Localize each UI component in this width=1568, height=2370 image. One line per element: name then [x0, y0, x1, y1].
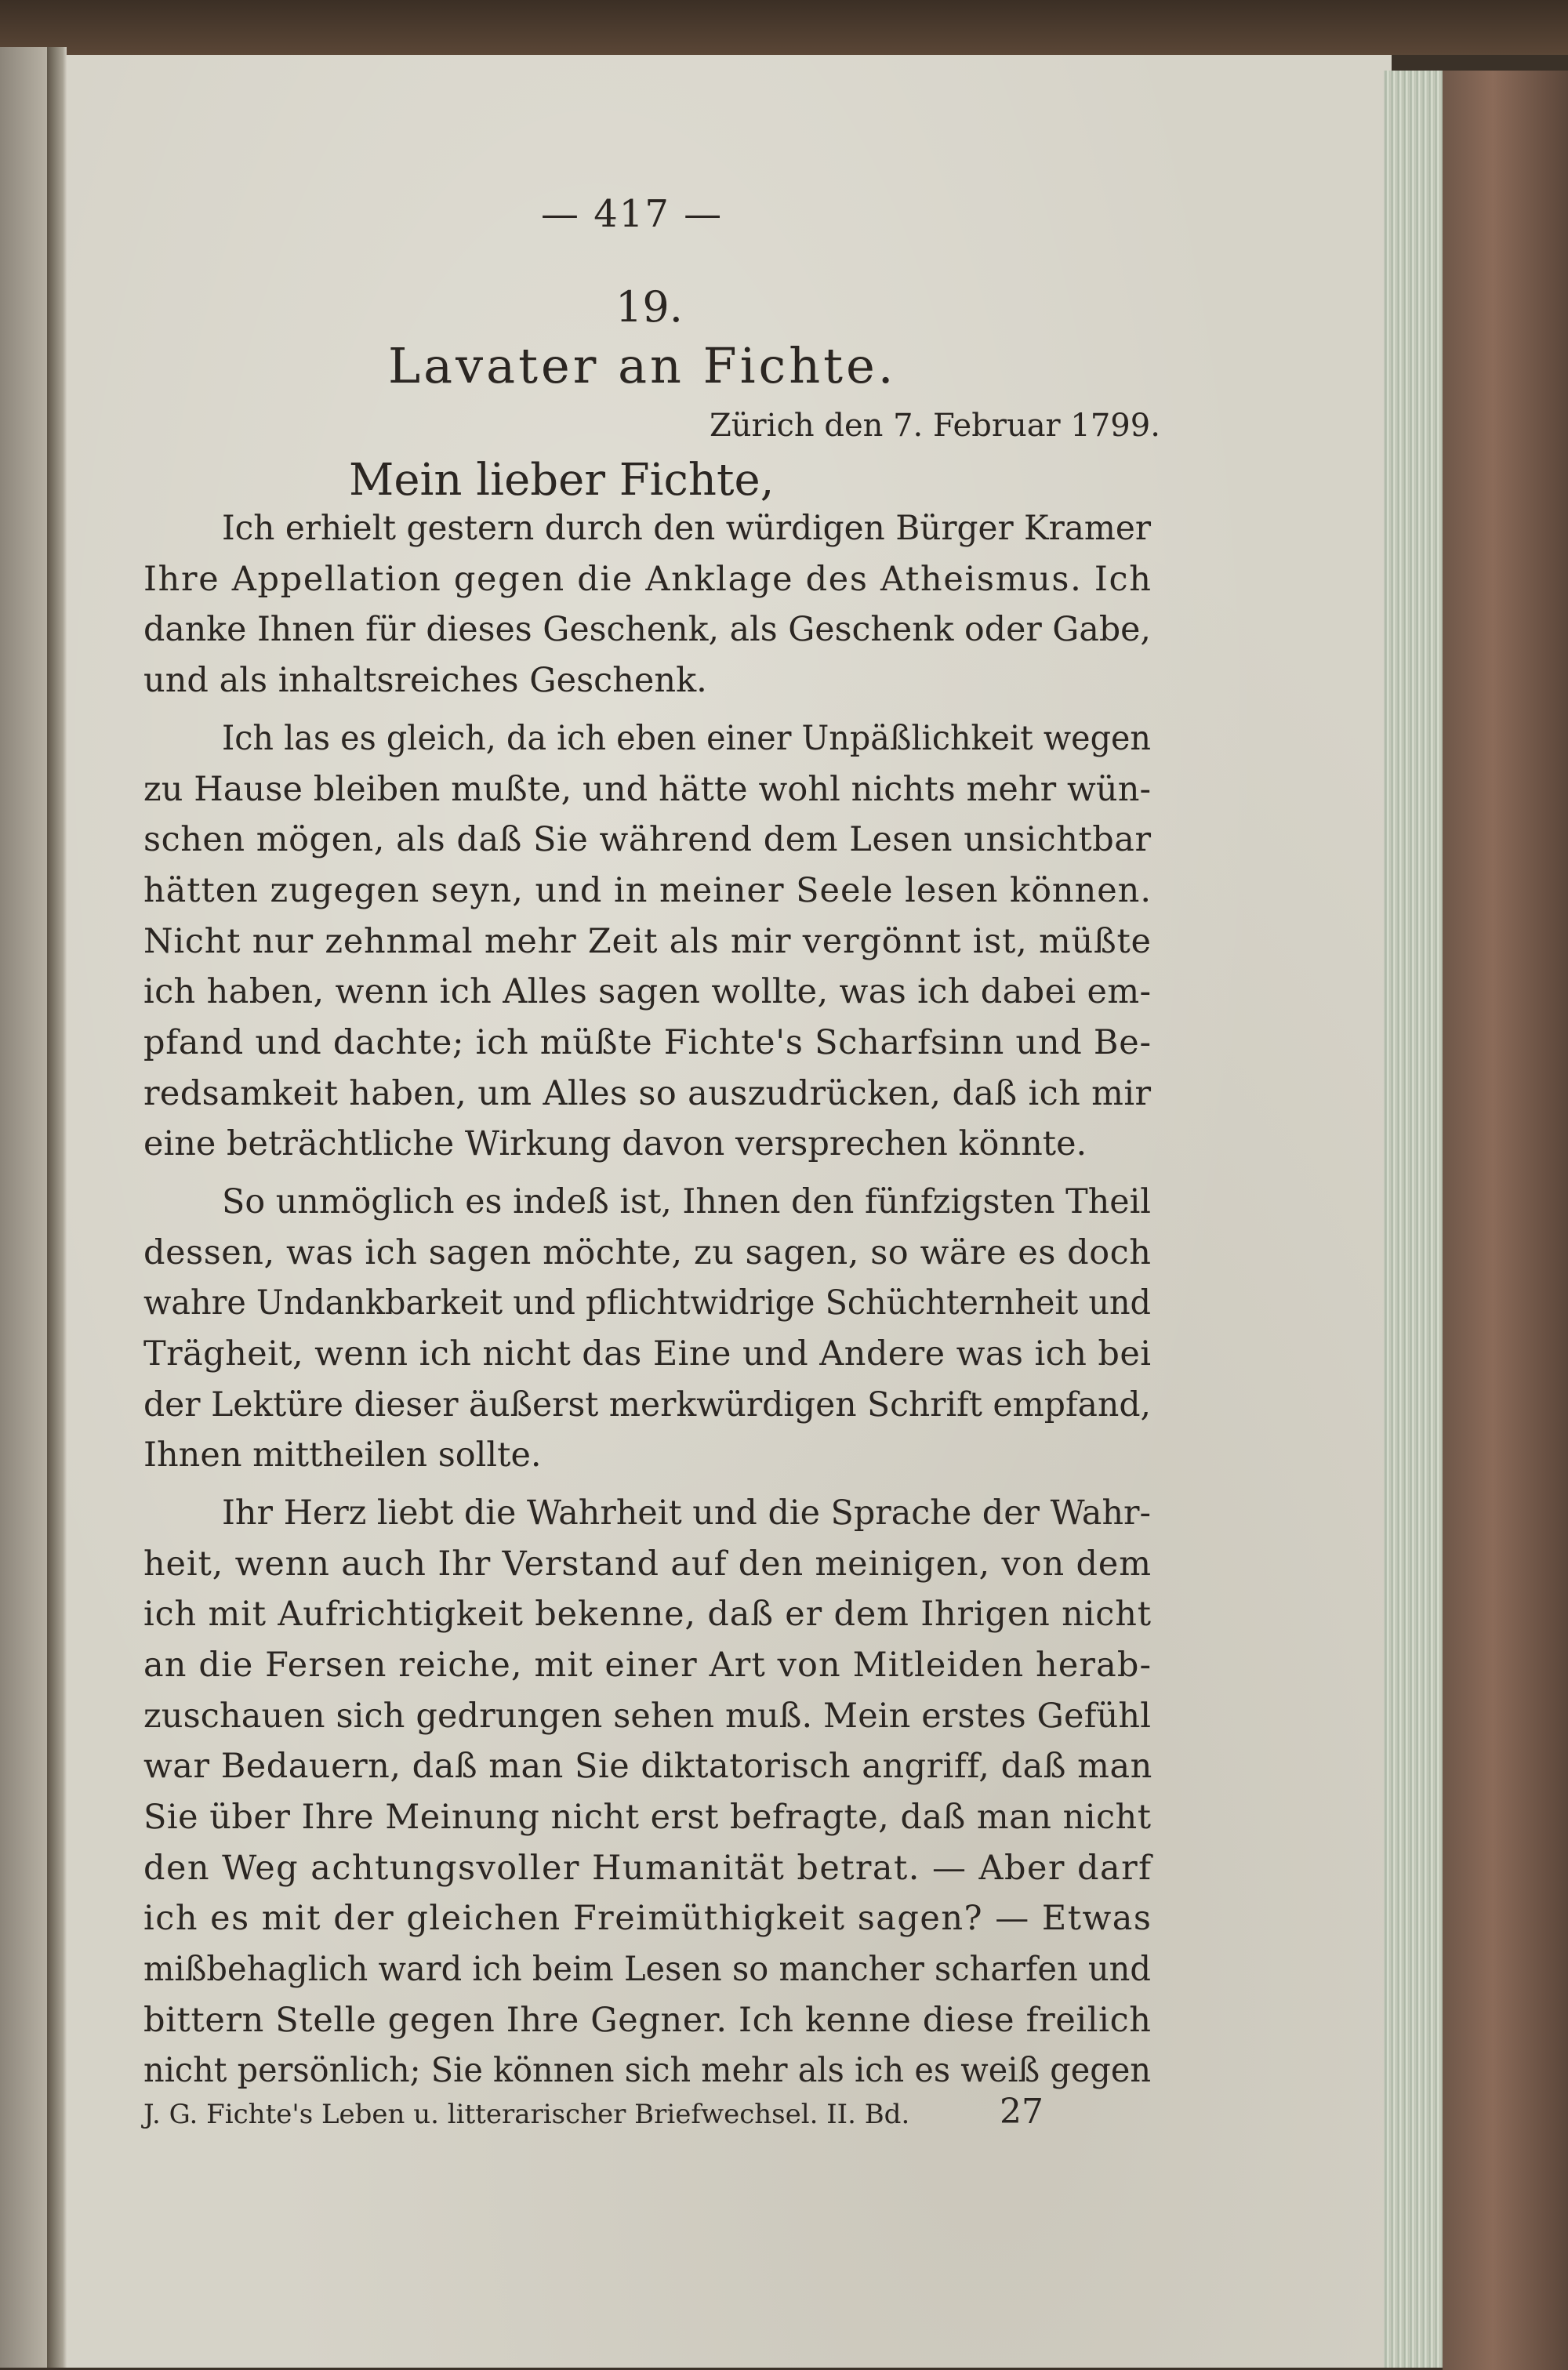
- body-line: Ihre Appellation gegen die Anklage des Atheismus. Ich: [143, 560, 1152, 599]
- body-line: bittern Stelle gegen Ihre Gegner. Ich kenne diese freilich: [143, 2001, 1152, 2040]
- book-gutter: [47, 47, 67, 2368]
- footer-sheet-number: 27: [1000, 2092, 1044, 2132]
- body-line: redsamkeit haben, um Alles so auszudrücken, daß ich mir: [143, 1074, 1152, 1113]
- body-line: danke Ihnen für dieses Geschenk, als Geschenk oder Gabe,: [143, 610, 1151, 649]
- body-line: mißbehaglich ward ich beim Lesen so mancher scharfen und: [143, 1950, 1151, 1989]
- body-line: Sie über Ihre Meinung nicht erst befragte, daß man nicht: [143, 1798, 1152, 1837]
- body-line: wahre Undankbarkeit und pflichtwidrige Schüchternheit und: [143, 1283, 1151, 1323]
- body-line: war Bedauern, daß man Sie diktatorisch angriff, daß man: [143, 1747, 1152, 1786]
- body-line: hätten zugegen seyn, und in meiner Seele lesen können.: [143, 871, 1152, 910]
- body-line: So unmöglich es indeß ist, Ihnen den fünfzigsten Theil: [222, 1182, 1151, 1221]
- left-page-edge: [0, 47, 47, 2368]
- body-line: heit, wenn auch Ihr Verstand auf den meinigen, von dem: [143, 1544, 1152, 1584]
- page-header: — 417 —: [541, 192, 724, 236]
- body-line: pfand und dachte; ich müßte Fichte's Scharfsinn und Be-: [143, 1023, 1152, 1062]
- letter-title: Lavater an Fichte.: [388, 337, 897, 394]
- body-line: Ich erhielt gestern durch den würdigen Bürger Kramer: [222, 509, 1151, 548]
- salutation: Mein lieber Fichte,: [349, 455, 775, 506]
- body-line: nicht persönlich; Sie können sich mehr als ich es weiß gegen: [143, 2051, 1151, 2090]
- dateline: Zürich den 7. Februar 1799.: [710, 408, 1160, 444]
- body-line: und als inhaltsreiches Geschenk.: [143, 661, 707, 700]
- body-line: Trägheit, wenn ich nicht das Eine und Andere was ich bei: [143, 1334, 1152, 1374]
- body-line: Ich las es gleich, da ich eben einer Unpäßlichkeit wegen: [222, 719, 1151, 758]
- body-line: schen mögen, als daß Sie während dem Lesen unsichtbar: [143, 820, 1152, 859]
- body-line: den Weg achtungsvoller Humanität betrat. — Aber darf: [143, 1849, 1152, 1888]
- body-line: an die Fersen reiche, mit einer Art von Mitleiden herab-: [143, 1646, 1152, 1685]
- body-line: ich es mit der gleichen Freimüthigkeit sagen? — Etwas: [143, 1899, 1152, 1938]
- body-line: Ihnen mittheilen sollte.: [143, 1435, 542, 1475]
- body-line: eine beträchtliche Wirkung davon versprechen könnte.: [143, 1124, 1087, 1163]
- body-line: Ihr Herz liebt die Wahrheit und die Sprache der Wahr-: [222, 1493, 1151, 1533]
- body-line: dessen, was ich sagen möchte, zu sagen, so wäre es doch: [143, 1233, 1152, 1272]
- body-line: ich mit Aufrichtigkeit bekenne, daß er dem Ihrigen nicht: [143, 1595, 1152, 1634]
- body-line: ich haben, wenn ich Alles sagen wollte, was ich dabei em-: [143, 972, 1152, 1011]
- footer-signature: J. G. Fichte's Leben u. litterarischer Briefwechsel. II. Bd.: [143, 2099, 910, 2130]
- body-line: zuschauen sich gedrungen sehen muß. Mein erstes Gefühl: [143, 1697, 1152, 1736]
- page-edges: [1384, 71, 1443, 2368]
- letter-number: 19.: [615, 282, 683, 332]
- body-line: Nicht nur zehnmal mehr Zeit als mir vergönnt ist, müßte: [143, 922, 1152, 961]
- body-line: zu Hause bleiben mußte, und hätte wohl nichts mehr wün-: [143, 770, 1152, 809]
- back-cover: [1443, 71, 1568, 2370]
- book-cover-top: [0, 0, 1568, 55]
- body-line: der Lektüre dieser äußerst merkwürdigen Schrift empfand,: [143, 1385, 1151, 1425]
